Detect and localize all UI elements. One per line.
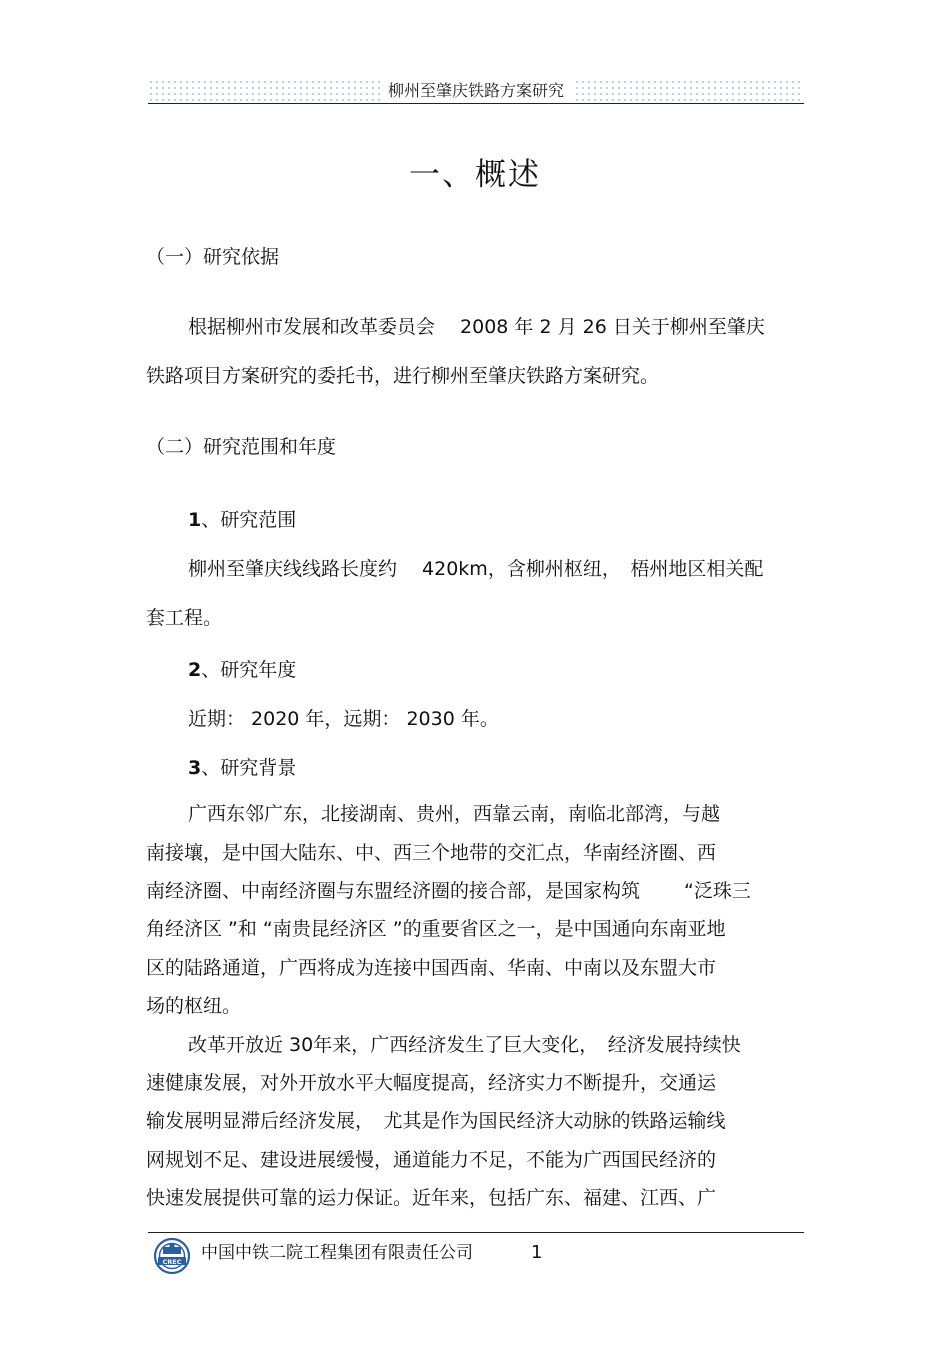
chapter-title: 一、概述 xyxy=(409,157,541,193)
paragraph-line: 角经济区 ”和 “南贵昆经济区 ”的重要省区之一，是中国通向东南亚地 xyxy=(146,918,726,940)
footer-company: 中国中铁二院工程集团有限责任公司 xyxy=(201,1243,473,1263)
page-header xyxy=(148,79,804,104)
footer-rule xyxy=(148,1232,804,1233)
paragraph-line: 根据柳州市发展和改革委员会 2008 年 2 月 26 日关于柳州至肇庆 xyxy=(188,316,765,338)
paragraph-line: 南经济圈、中南经济圈与东盟经济圈的接合部，是国家构筑 “泛珠三 xyxy=(146,880,751,902)
header-title: 柳州至肇庆铁路方案研究 xyxy=(380,81,572,101)
subheading-label: 、研究背景 xyxy=(201,757,297,779)
paragraph-line: 快速发展提供可靠的运力保证。近年来，包括广东、福建、江西、广 xyxy=(146,1187,717,1209)
paragraph-line: 铁路项目方案研究的委托书，进行柳州至肇庆铁路方案研究。 xyxy=(146,365,660,387)
paragraph-line: 广西东邻广东，北接湖南、贵州，西靠云南，南临北部湾，与越 xyxy=(188,803,721,825)
paragraph-line: 套工程。 xyxy=(146,607,223,629)
page-number: 1 xyxy=(531,1242,543,1263)
paragraph-line: 南接壤，是中国大陆东、中、西三个地带的交汇点，华南经济圈、西 xyxy=(146,842,717,864)
paragraph-line: 输发展明显滞后经济发展， 尤其是作为国民经济大动脉的铁路运输线 xyxy=(146,1110,726,1132)
paragraph-line: 区的陆路通道，广西将成为连接中国西南、华南、中南以及东盟大市 xyxy=(146,957,717,979)
section-heading-scope: （二）研究范围和年度 xyxy=(146,436,337,458)
subheading-background xyxy=(188,755,296,781)
subheading-label: 、研究年度 xyxy=(201,659,297,681)
subheading-year xyxy=(188,657,296,683)
paragraph-line: 网规划不足、建设进展缓慢，通道能力不足，不能为广西国民经济的 xyxy=(146,1149,717,1171)
section-heading-basis: （一）研究依据 xyxy=(146,246,280,268)
subheading-scope xyxy=(188,507,296,533)
crec-logo xyxy=(152,1238,192,1274)
paragraph-line: 柳州至肇庆线线路长度约 420km，含柳州枢纽， 梧州地区相关配 xyxy=(188,558,764,580)
subheading-label: 、研究范围 xyxy=(201,509,297,531)
paragraph-line: 速健康发展，对外开放水平大幅度提高，经济实力不断提升，交通运 xyxy=(146,1072,717,1094)
paragraph-line: 场的枢纽。 xyxy=(146,995,242,1017)
subheading-number: 2 xyxy=(188,659,202,681)
paragraph-line: 改革开放近 30年来，广西经济发生了巨大变化， 经济发展持续快 xyxy=(188,1034,741,1056)
subheading-number: 3 xyxy=(188,757,202,779)
subheading-number: 1 xyxy=(188,509,202,531)
paragraph-line: 近期： 2020 年，远期： 2030 年。 xyxy=(188,708,499,730)
logo-text: CREC xyxy=(162,1257,182,1266)
